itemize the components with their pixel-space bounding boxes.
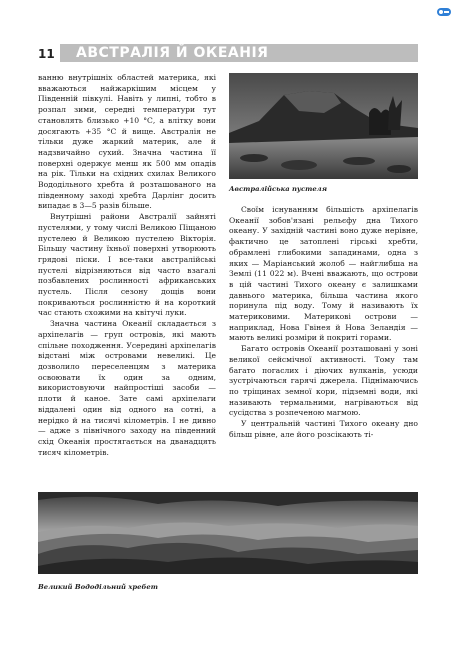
page-number: 11 (38, 47, 55, 61)
left-text-column (38, 73, 216, 458)
paragraph: Багато островів Океанії розташовані у зоні великої сейсмічної активності. Тому там багато погаслих і діючих вулканів, усюди зустрічаються гарячі джерела. Піднімаючись по тріщинах земної кори, підземні води, які називають термальними, нагріваються від сусідства з розпеченою магмою. (229, 344, 418, 418)
paragraph: Своїм існуванням більшість архіпелагів Океанії зобов'язані рельєфу дна Тихого океану. У західній частині воно дуже нерівне, фактично це затоплені гірські хребти, обрамлені глибокими западинами, одна з яких — Маріанський жолоб — найглибша на Землі (11 022 м). Вчені вважають, що острови в цій частині Тихого океану є залишками давнього материка, більша частина якого поринула під воду. Тому й називають їх материковими. Материкові острови — наприклад, Нова Гвінея й Нова Зеландія — мають великі розміри й покриті горами. (229, 205, 418, 343)
desert-photo-caption: Австралійська пустеля (229, 185, 328, 193)
page-corner-logo-icon (437, 2, 451, 12)
range-photo-caption: Великий Вододільний хребет (38, 583, 158, 591)
paragraph: Внутрішні райони Австралії зайняті пустелями, у тому числі Великою Піщаною пустелею й Великою пустелею Вікторія. Більшу частину їхньої поверхні утворюють грядові піски. І все-таки австралійські пустелі відрізняються від часто взагалі позбавлених рослинності африканських пустель. Після сезону дощів вони покриваються рослинністю й на короткий час стають схожими на квітучі луки. (38, 212, 216, 318)
australian-desert-photo (229, 73, 418, 179)
page-header (38, 44, 418, 64)
chapter-title-bar (60, 44, 418, 62)
paragraph: ванню внутрішніх областей материка, які вважаються найжаркішим місцем у Південній півкулі. Навіть у липні, тобто в розпал зими, середні температури тут становлять близько +10 °С, а влітку вони досягають +35 °С й вище. Австралія не тільки дуже жаркий материк, але й надзвичайно сухий. Значна частина її поверхні одержує менш як 500 мм опадів на рік. Тільки на східних схилах Великого Вододільного хребта й розташованого на південному заході хребта Дарлінг досить випадає в 3—5 разів більше. (38, 73, 216, 211)
paragraph: Значна частина Океанії складається з архіпелагів — груп островів, які мають спільне походження. Усередині архіпелагів відстані між островами невеликі. Це дозволило переселенцям з материка освоювати їх один за одним, використовуючи найпростіші засоби — плоти й каное. Зате самі архіпелаги віддалені один від одного на сотні, а нерідко й на тисячі кілометрів. І не дивно — адже з північного заходу на південний схід Океанія простягається на дванадцять тисяч кілометрів. (38, 319, 216, 457)
chapter-title: АВСТРАЛІЯ Й ОКЕАНІЯ (76, 45, 269, 61)
great-dividing-range-photo (38, 492, 418, 574)
right-text-column (229, 205, 418, 440)
paragraph: У центральній частині Тихого океану дно більш рівне, але його розсікають ті- (229, 419, 418, 439)
